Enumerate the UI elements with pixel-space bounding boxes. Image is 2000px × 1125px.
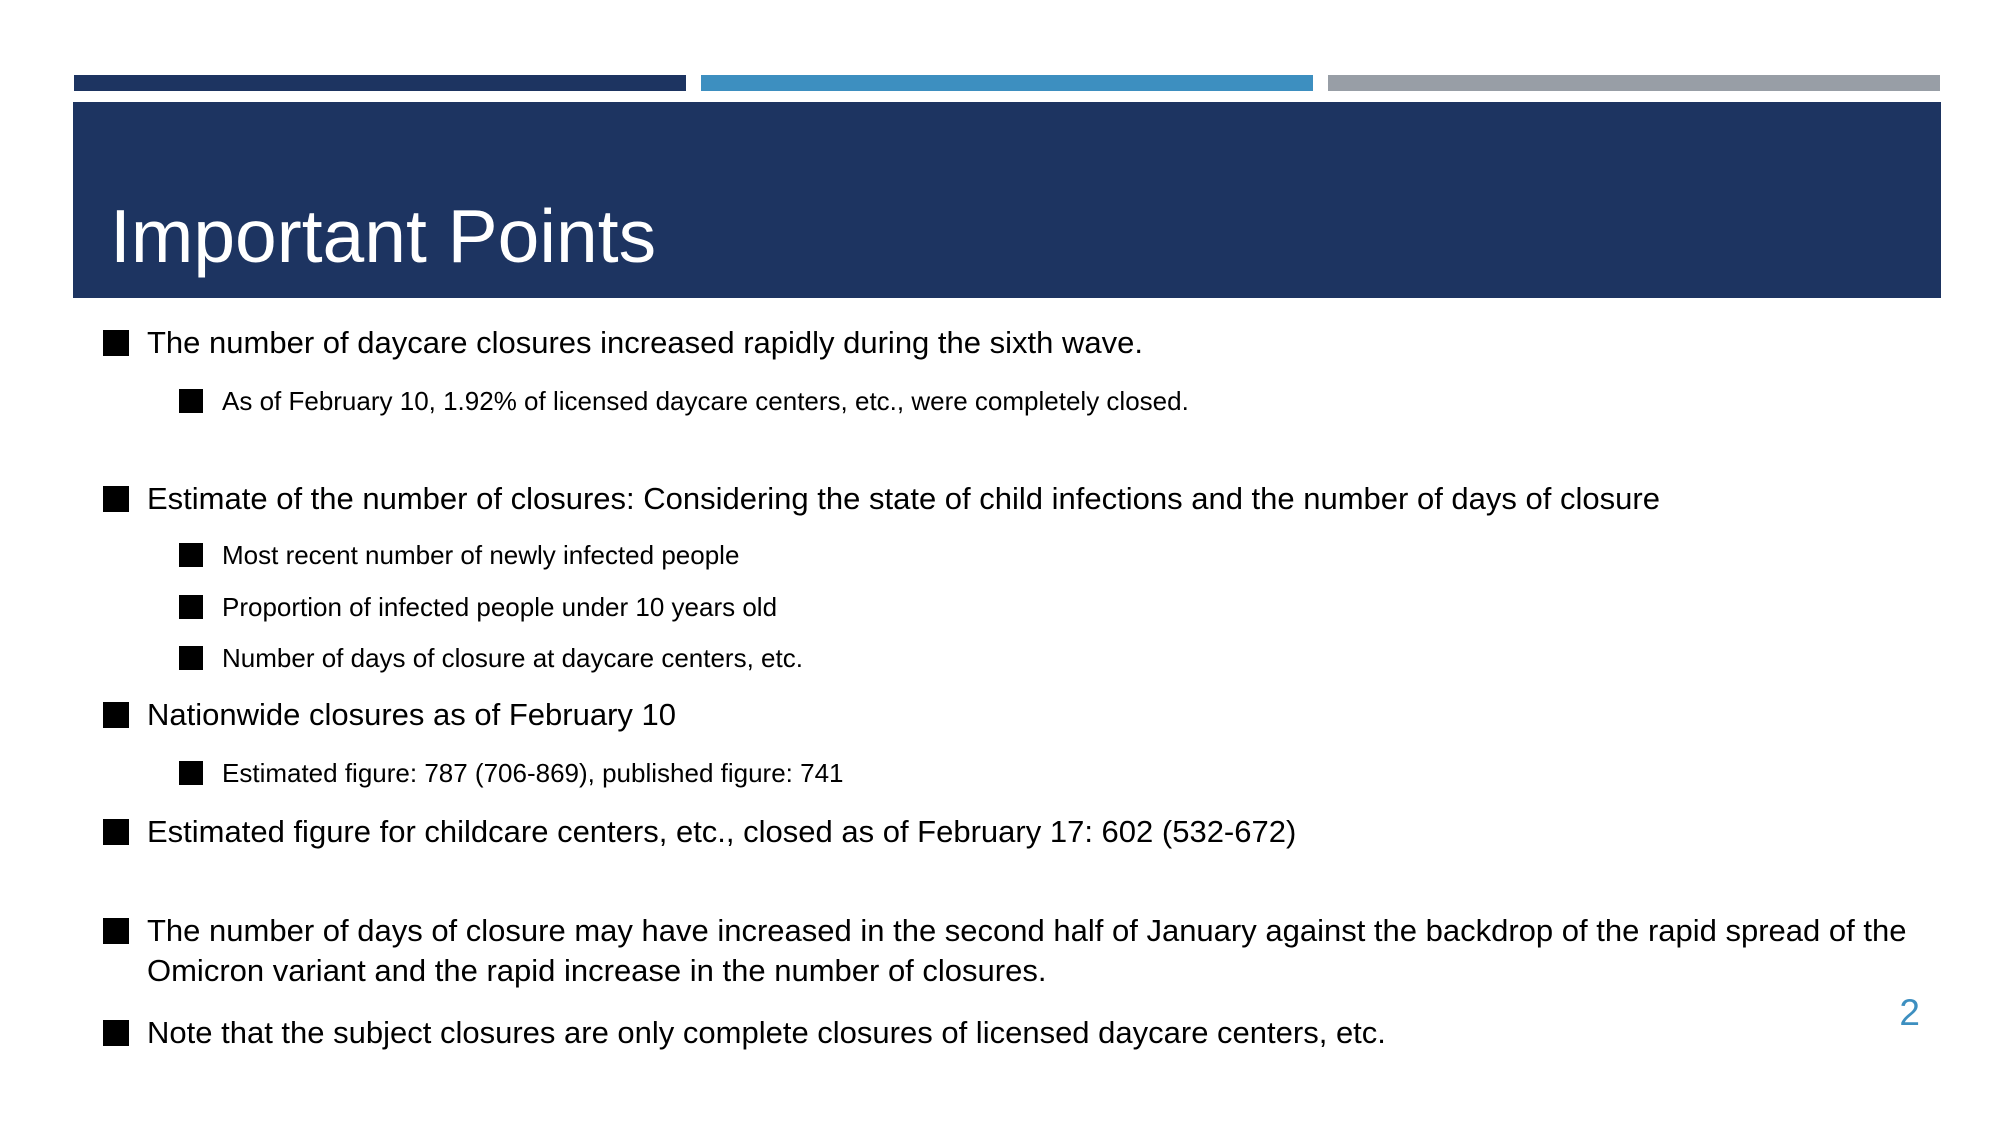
bullet-text: Estimated figure for childcare centers, etc., closed as of February 17: 602 (532-672) — [147, 814, 1297, 849]
square-bullet-icon — [179, 646, 203, 670]
bullet-text: Proportion of infected people under 10 years old — [222, 592, 778, 622]
square-bullet-icon — [103, 330, 129, 356]
accent-bar-blue — [701, 75, 1313, 91]
page-number: 2 — [1899, 992, 1920, 1033]
title-band — [73, 102, 1941, 298]
bullet-text: The number of days of closure may have increased in the second half of January against the backdrop of the rapid spread of the Omicron variant and the rapid increase in the number of closures. — [147, 913, 1907, 988]
square-bullet-icon — [179, 543, 203, 567]
accent-bar-gray — [1328, 75, 1940, 91]
square-bullet-icon — [103, 702, 129, 728]
bullet-text: The number of daycare closures increased rapidly during the sixth wave. — [147, 325, 1143, 360]
bullet-text: Nationwide closures as of February 10 — [147, 697, 676, 732]
square-bullet-icon — [103, 486, 129, 512]
slide-title: Important Points — [110, 194, 657, 278]
bullet-text: Estimated figure: 787 (706-869), published figure: 741 — [222, 758, 844, 788]
bullet-text: As of February 10, 1.92% of licensed daycare centers, etc., were completely closed. — [222, 386, 1189, 416]
square-bullet-icon — [179, 389, 203, 413]
square-bullet-icon — [103, 918, 129, 944]
bullet-text: Note that the subject closures are only complete closures of licensed daycare centers, etc. — [147, 1015, 1386, 1050]
square-bullet-icon — [179, 761, 203, 785]
square-bullet-icon — [103, 1020, 129, 1046]
bullet-text: Estimate of the number of closures: Considering the state of child infections and the number of days of closure — [147, 481, 1660, 516]
square-bullet-icon — [103, 819, 129, 845]
square-bullet-icon — [179, 595, 203, 619]
bullet-text: Most recent number of newly infected people — [222, 540, 740, 570]
bullet-text: Number of days of closure at daycare centers, etc. — [222, 643, 803, 673]
accent-bar-navy — [74, 75, 686, 91]
